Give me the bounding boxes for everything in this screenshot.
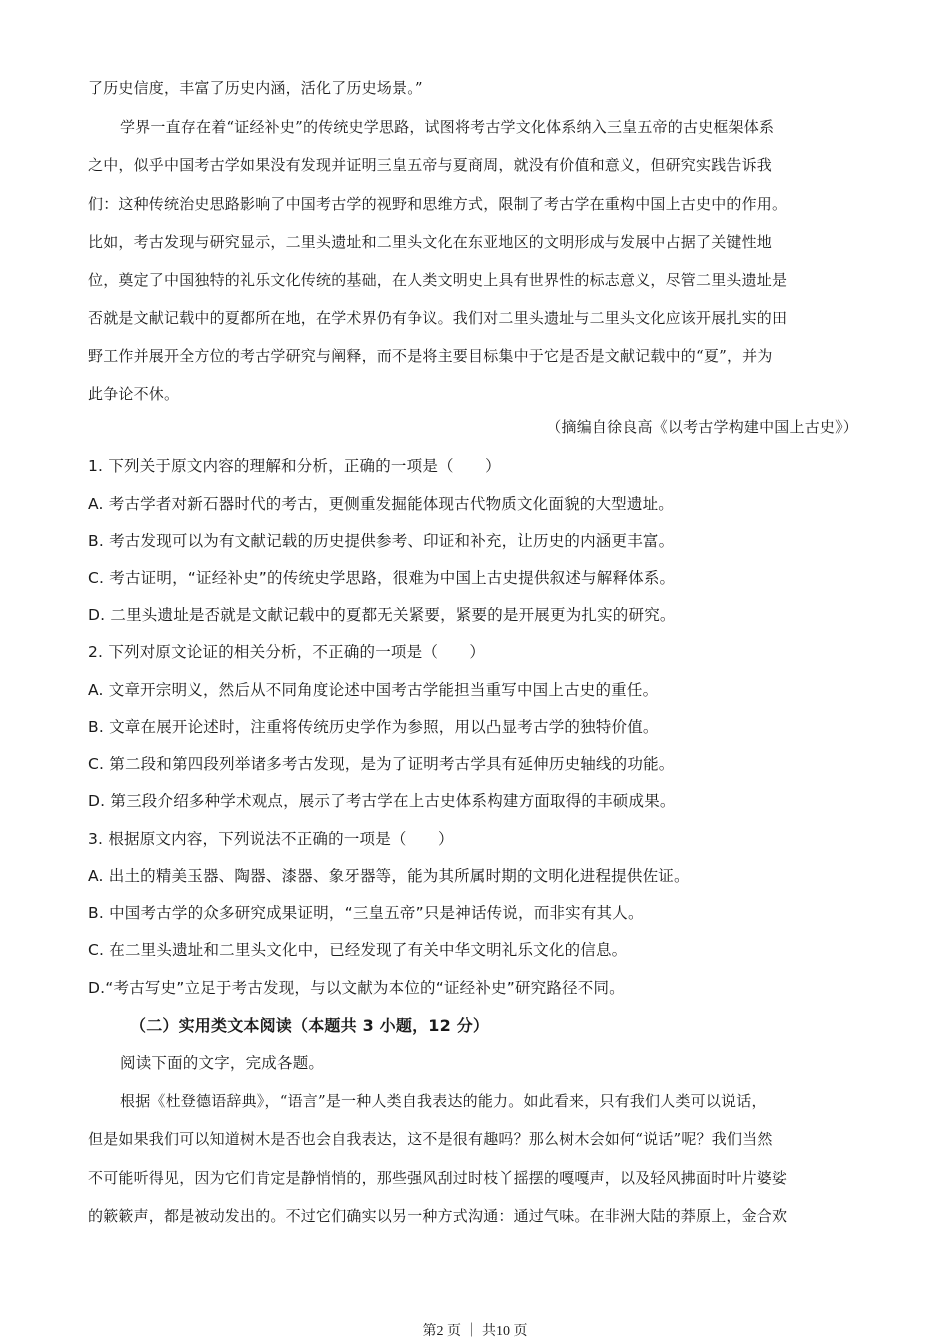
question-option: B. 中国考古学的众多研究成果证明，“三皇五帝”只是神话传说，而非实有其人。 [88,904,644,922]
passage-line: 位，奠定了中国独特的礼乐文化传统的基础，在人类文明史上具有世界性的标志意义，尽管二里头遗址是 [88,271,788,289]
question-option: C. 第二段和第四段列举诸多考古发现，是为了证明考古学具有延伸历史轴线的功能。 [88,755,675,773]
question-option: C. 在二里头遗址和二里头文化中，已经发现了有关中华文明礼乐文化的信息。 [88,941,628,959]
passage-line: 学界一直存在着“证经补史”的传统史学思路，试图将考古学文化体系纳入三皇五帝的古史框架体系 [120,118,775,136]
question-option: D. 二里头遗址是否就是文献记载中的夏都无关紧要，紧要的是开展更为扎实的研究。 [88,606,676,624]
page-footer: 第2 页 ｜ 共10 页 [422,1324,528,1339]
passage-line: 了历史信度，丰富了历史内涵，活化了历史场景。” [88,79,423,97]
question-option: C. 考古证明，“证经补史”的传统史学思路，很难为中国上古史提供叙述与解释体系。 [88,569,676,587]
question-stem: 1. 下列关于原文内容的理解和分析，正确的一项是（ ） [88,457,501,475]
passage-line: 之中，似乎中国考古学如果没有发现并证明三皇五帝与夏商周，就没有价值和意义，但研究实践告诉我 [88,156,773,174]
passage-line: 但是如果我们可以知道树木是否也会自我表达，这不是很有趣吗？那么树木会如何“说话”呢？我们当然 [88,1130,773,1148]
question-option: A. 考古学者对新石器时代的考古，更侧重发掘能体现古代物质文化面貌的大型遗址。 [88,495,674,513]
question-option: D.“考古写史”立足于考古发现，与以文献为本位的“证经补史”研究路径不同。 [88,979,625,997]
question-option: A. 文章开宗明义，然后从不同角度论述中国考古学能担当重写中国上古史的重任。 [88,681,659,699]
passage-line: 不可能听得见，因为它们肯定是静悄悄的，那些强风刮过时枝丫摇摆的嘎嘎声，以及轻风拂面时叶片婆娑 [88,1169,788,1187]
passage-line: 否就是文献记载中的夏都所在地，在学术界仍有争议。我们对二里头遗址与二里头文化应该开展扎实的田 [88,309,788,327]
question-option: D. 第三段介绍多种学术观点，展示了考古学在上古史体系构建方面取得的丰硕成果。 [88,792,676,810]
passage-line: 们：这种传统治史思路影响了中国考古学的视野和思维方式，限制了考古学在重构中国上古史中的作用。 [88,195,788,213]
passage-line: 的簌簌声，都是被动发出的。不过它们确实以另一种方式沟通：通过气味。在非洲大陆的莽原上，金合欢 [88,1207,788,1225]
question-option: A. 出土的精美玉器、陶器、漆器、象牙器等，能为其所属时期的文明化进程提供佐证。 [88,867,690,885]
passage-source: （摘编自徐良高《以考古学构建中国上古史》） [546,418,858,436]
passage-line: 野工作并展开全方位的考古学研究与阐释，而不是将主要目标集中于它是否是文献记载中的“夏”，并为 [88,347,773,365]
passage-line: 根据《杜登德语辞典》，“语言”是一种人类自我表达的能力。如此看来，只有我们人类可以说话， [120,1092,767,1110]
passage-line: 比如，考古发现与研究显示，二里头遗址和二里头文化在东亚地区的文明形成与发展中占据了关键性地 [88,233,773,251]
question-option: B. 文章在展开论述时，注重将传统历史学作为参照，用以凸显考古学的独特价值。 [88,718,659,736]
passage-line: 此争论不休。 [88,385,180,403]
section-instruction: 阅读下面的文字，完成各题。 [120,1054,325,1072]
question-stem: 2. 下列对原文论证的相关分析，不正确的一项是（ ） [88,643,486,661]
question-option: B. 考古发现可以为有文献记载的历史提供参考、印证和补充，让历史的内涵更丰富。 [88,532,675,550]
section-heading: （二）实用类文本阅读（本题共 3 小题，12 分） [130,1016,490,1035]
question-stem: 3. 根据原文内容，下列说法不正确的一项是（ ） [88,830,454,848]
